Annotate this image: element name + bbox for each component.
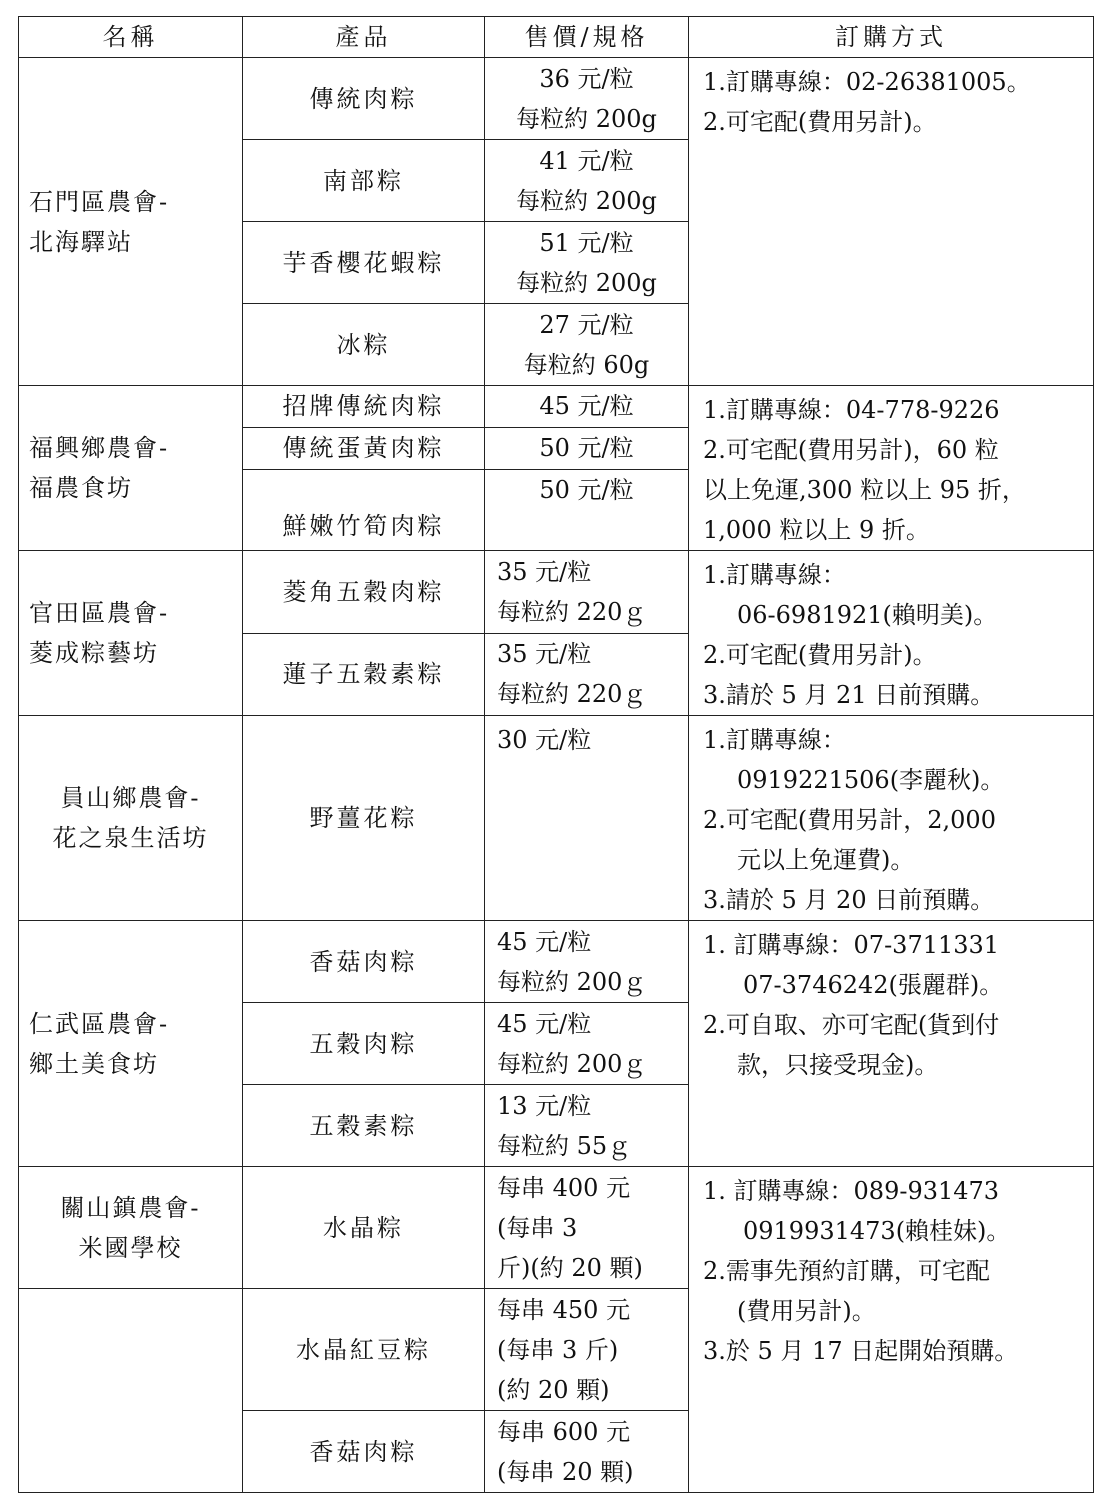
vendor-name-line: 菱成粽藝坊 <box>29 639 159 667</box>
price-line: 35 元/粒 <box>497 640 592 669</box>
product-price <box>485 1085 689 1167</box>
product-name: 五穀肉粽 <box>243 1003 485 1085</box>
order-info <box>689 551 1094 716</box>
vendor-name-line: 石門區農會- <box>29 187 170 216</box>
product-name: 香菇肉粽 <box>243 921 485 1003</box>
price-line: 45 元/粒 <box>497 1009 592 1038</box>
product-name: 冰粽 <box>243 304 485 386</box>
product-price: 30 元/粒 <box>485 716 689 921</box>
table-row <box>19 1167 1094 1289</box>
order-line: 1. 訂購專線：07-3711331 <box>703 931 1000 959</box>
product-name: 五穀素粽 <box>243 1085 485 1167</box>
product-name: 香菇肉粽 <box>243 1411 485 1493</box>
vendor-name-line: 仁武區農會- <box>29 1009 170 1038</box>
vendor-name-line: 福興鄉農會- <box>29 434 170 462</box>
product-name: 傳統蛋黃肉粽 <box>243 427 485 469</box>
price-line: 每粒約 220ｇ <box>497 597 647 626</box>
zongzi-order-table <box>18 16 1094 1493</box>
order-line: 2.需事先預約訂購，可宅配 <box>703 1257 990 1285</box>
vendor-name <box>19 551 243 716</box>
product-price <box>485 921 689 1003</box>
price-line: 斤)(約 20 顆) <box>497 1253 643 1282</box>
order-line: 元以上免運費)。 <box>737 846 915 874</box>
order-line: 2.可宅配(費用另計)。 <box>703 108 937 136</box>
order-line: 06-6981921(賴明美)。 <box>737 601 998 629</box>
product-price <box>485 633 689 716</box>
product-price: 50 元/粒 <box>485 427 689 469</box>
order-line: 1.訂購專線： <box>703 726 846 754</box>
header-row <box>19 17 1094 58</box>
product-name: 鮮嫩竹筍肉粽 <box>243 469 485 551</box>
price-line: 每粒約 200g <box>516 186 657 215</box>
product-name: 水晶粽 <box>243 1167 485 1289</box>
product-price: 50 元/粒 <box>485 469 689 551</box>
vendor-name <box>19 1167 243 1289</box>
header-price: 售價/規格 <box>485 17 689 58</box>
header-order: 訂購方式 <box>689 17 1094 58</box>
order-line: 1,000 粒以上 9 折。 <box>703 516 930 544</box>
price-line: 13 元/粒 <box>497 1091 592 1120</box>
order-line: 0919931473(賴桂妹)。 <box>743 1217 1011 1245</box>
order-line: 2.可宅配(費用另計)。 <box>703 641 937 669</box>
order-line: 07-3746242(張麗群)。 <box>743 971 1004 999</box>
price-line: 每串 400 元 <box>497 1173 631 1202</box>
price-line: 每粒約 200g <box>516 268 657 297</box>
header-name: 名稱 <box>19 17 243 58</box>
price-line: (每串 20 顆) <box>497 1457 634 1486</box>
vendor-name <box>19 386 243 551</box>
order-line: 3.於 5 月 17 日起開始預購。 <box>703 1337 1019 1365</box>
price-line: 36 元/粒 <box>539 64 634 93</box>
order-info <box>689 716 1094 921</box>
product-name: 傳統肉粽 <box>243 58 485 140</box>
order-info <box>689 58 1094 386</box>
product-price <box>485 222 689 304</box>
order-line: 2.可宅配(費用另計)，60 粒 <box>703 436 999 464</box>
product-name: 芋香櫻花蝦粽 <box>243 222 485 304</box>
price-line: 每粒約 60g <box>523 350 650 379</box>
order-line: 款，只接受現金)。 <box>737 1051 939 1079</box>
table-row <box>19 716 1094 921</box>
table-row <box>19 921 1094 1003</box>
product-price: 45 元/粒 <box>485 386 689 428</box>
order-line: 2.可自取、亦可宅配(貨到付 <box>703 1011 1000 1039</box>
order-line: 1.訂購專線：02-26381005。 <box>703 68 1031 96</box>
order-line: 1.訂購專線： <box>703 561 846 589</box>
order-line: 3.請於 5 月 20 日前預購。 <box>703 886 995 914</box>
table-row <box>19 58 1094 140</box>
price-line: 每粒約 200g <box>516 104 657 133</box>
order-info <box>689 386 1094 551</box>
price-line: 每粒約 55ｇ <box>497 1131 632 1160</box>
order-line: 0919221506(李麗秋)。 <box>737 766 1005 794</box>
order-line: 3.請於 5 月 21 日前預購。 <box>703 681 995 709</box>
vendor-name-line: 米國學校 <box>78 1233 183 1262</box>
price-line: (每串 3 斤) <box>497 1335 619 1364</box>
vendor-name-line: 花之泉生活坊 <box>52 824 209 852</box>
product-price <box>485 1167 689 1289</box>
product-name: 野薑花粽 <box>243 716 485 921</box>
vendor-name-line: 官田區農會- <box>29 599 170 627</box>
price-line: 每粒約 220ｇ <box>497 680 647 709</box>
vendor-name <box>19 58 243 386</box>
price-line: 27 元/粒 <box>539 310 634 339</box>
vendor-name-line: 北海驛站 <box>29 227 133 256</box>
vendor-name <box>19 716 243 921</box>
header-product: 產品 <box>243 17 485 58</box>
order-line: 1.訂購專線：04-778-9226 <box>703 396 1000 424</box>
price-line: 41 元/粒 <box>539 146 634 175</box>
order-info <box>689 921 1094 1167</box>
order-line: 以上免運,300 粒以上 95 折， <box>703 476 1026 504</box>
vendor-name-line: 福農食坊 <box>29 474 133 502</box>
product-name: 蓮子五穀素粽 <box>243 633 485 716</box>
vendor-name <box>19 921 243 1167</box>
table-row <box>19 551 1094 634</box>
product-price <box>485 140 689 222</box>
price-line: 每粒約 200ｇ <box>497 1049 647 1078</box>
product-name: 菱角五穀肉粽 <box>243 551 485 634</box>
vendor-name-line: 鄉土美食坊 <box>29 1049 159 1078</box>
product-name: 南部粽 <box>243 140 485 222</box>
product-price <box>485 551 689 634</box>
price-line: 51 元/粒 <box>539 228 634 257</box>
product-name: 水晶紅豆粽 <box>243 1289 485 1411</box>
price-line: 45 元/粒 <box>497 927 592 956</box>
order-line: (費用另計)。 <box>737 1297 876 1325</box>
price-line: 每串 600 元 <box>497 1417 631 1446</box>
price-line: (每串 3 <box>497 1213 578 1242</box>
product-price <box>485 304 689 386</box>
price-line: 每粒約 200ｇ <box>497 967 647 996</box>
product-name: 招牌傳統肉粽 <box>243 386 485 428</box>
vendor-name-line: 員山鄉農會- <box>60 784 201 812</box>
table-row <box>19 386 1094 428</box>
order-line: 2.可宅配(費用另計，2,000 <box>703 806 996 834</box>
order-line: 1. 訂購專線：089-931473 <box>703 1177 1000 1205</box>
vendor-name-line: 關山鎮農會- <box>60 1193 201 1222</box>
price-line: 每串 450 元 <box>497 1295 631 1324</box>
vendor-name-empty <box>19 1289 243 1493</box>
order-info <box>689 1167 1094 1493</box>
product-price <box>485 58 689 140</box>
product-price <box>485 1003 689 1085</box>
product-price <box>485 1289 689 1411</box>
product-price <box>485 1411 689 1493</box>
price-line: (約 20 顆) <box>497 1375 610 1404</box>
price-line: 35 元/粒 <box>497 557 592 586</box>
